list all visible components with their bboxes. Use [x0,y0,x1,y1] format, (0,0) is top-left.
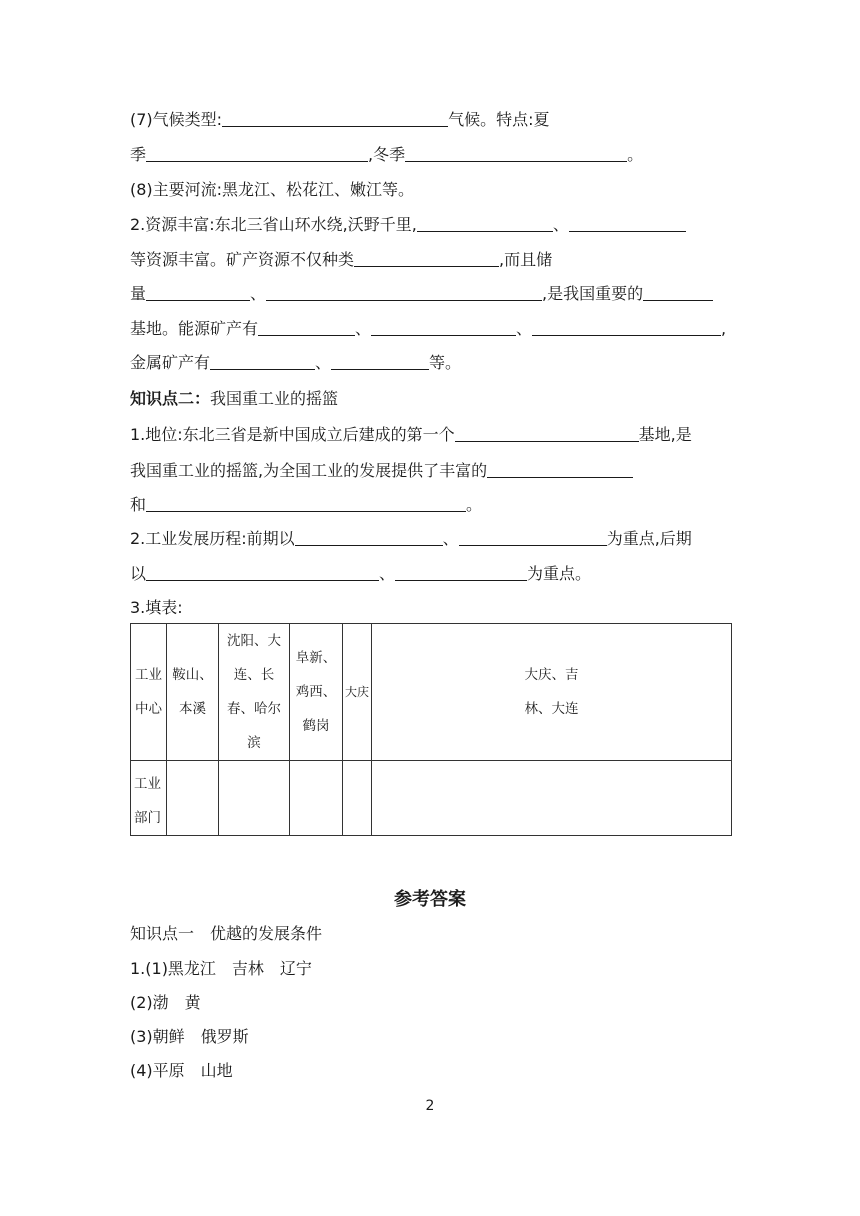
answer-blank[interactable] [258,319,355,336]
table-cell: 鞍山、本溪 [167,624,219,761]
text-line: 2.资源丰富:东北三省山环水绕,沃野千里, 、 [130,215,686,235]
answer-blank[interactable] [354,250,499,267]
answer-blank[interactable] [210,353,315,370]
answer-blank[interactable] [459,529,607,546]
table-row [131,761,732,836]
answer-blank[interactable] [417,215,553,232]
answer-blank[interactable] [266,284,542,301]
answer-cell[interactable] [219,761,290,836]
answer-blank[interactable] [295,529,443,546]
text-line: (8)主要河流:黑龙江、松花江、嫩江等。 [130,180,415,199]
table-cell: 沈阳、大连、长春、哈尔滨 [219,624,290,761]
table-cell: 大庆 [343,624,372,761]
answer-blank[interactable] [395,564,527,581]
answer-blank[interactable] [643,284,713,301]
answer-blank[interactable] [569,215,686,232]
industry-table [130,623,732,836]
answer-blank[interactable] [146,284,250,301]
answer-blank[interactable] [405,145,627,162]
text-line: 我国重工业的摇篮,为全国工业的发展提供了丰富的 [130,461,633,481]
answer-line: (3)朝鲜 俄罗斯 [130,1027,249,1046]
answer-blank[interactable] [222,110,448,127]
text-line: 3.填表: [130,598,183,617]
answer-cell[interactable] [167,761,219,836]
text-line: 季 ,冬季 。 [130,145,644,164]
answer-blank[interactable] [146,564,379,581]
answer-line: (2)渤 黄 [130,993,201,1012]
answer-line: 1.(1)黑龙江 吉林 辽宁 [130,959,312,978]
answer-cell[interactable] [343,761,372,836]
section-heading: 知识点二：我国重工业的摇篮 [130,389,339,408]
text-line: (7)气候类型: 气候。特点:夏 [130,110,550,129]
answer-blank[interactable] [331,353,429,370]
row-header-industry-center: 工业中心 [131,624,167,761]
table-cell: 大庆、吉林、大连 [372,624,732,761]
text-line: 金属矿产有 、 等。 [130,353,462,372]
table-row [131,624,732,761]
answer-key-title: 参考答案 [394,889,466,910]
text-line: 量 、 ,是我国重要的 [130,284,713,304]
text-line: 等资源丰富。矿产资源不仅种类 ,而且储 [130,250,553,269]
answer-blank[interactable] [146,145,368,162]
answer-blank[interactable] [146,495,466,512]
answer-blank[interactable] [455,425,639,442]
answer-cell[interactable] [290,761,343,836]
row-header-industry-sector: 工业部门 [131,761,167,836]
text-line: 和 。 [130,495,483,514]
answer-blank[interactable] [532,319,721,336]
text-line: 2.工业发展历程:前期以 、 为重点,后期 [130,529,692,548]
text-line: 1.地位:东北三省是新中国成立后建成的第一个 基地,是 [130,425,692,444]
text-line: 基地。能源矿产有 、 、 , [130,319,727,338]
text-line: 以 、 为重点。 [130,564,592,583]
answer-line: (4)平原 山地 [130,1061,233,1080]
answer-line: 知识点一 优越的发展条件 [130,924,323,943]
answer-blank[interactable] [371,319,516,336]
answer-cell[interactable] [372,761,732,836]
table-cell: 阜新、鸡西、鹤岗 [290,624,343,761]
answer-blank[interactable] [487,461,633,478]
page-number: 2 [425,1098,435,1114]
